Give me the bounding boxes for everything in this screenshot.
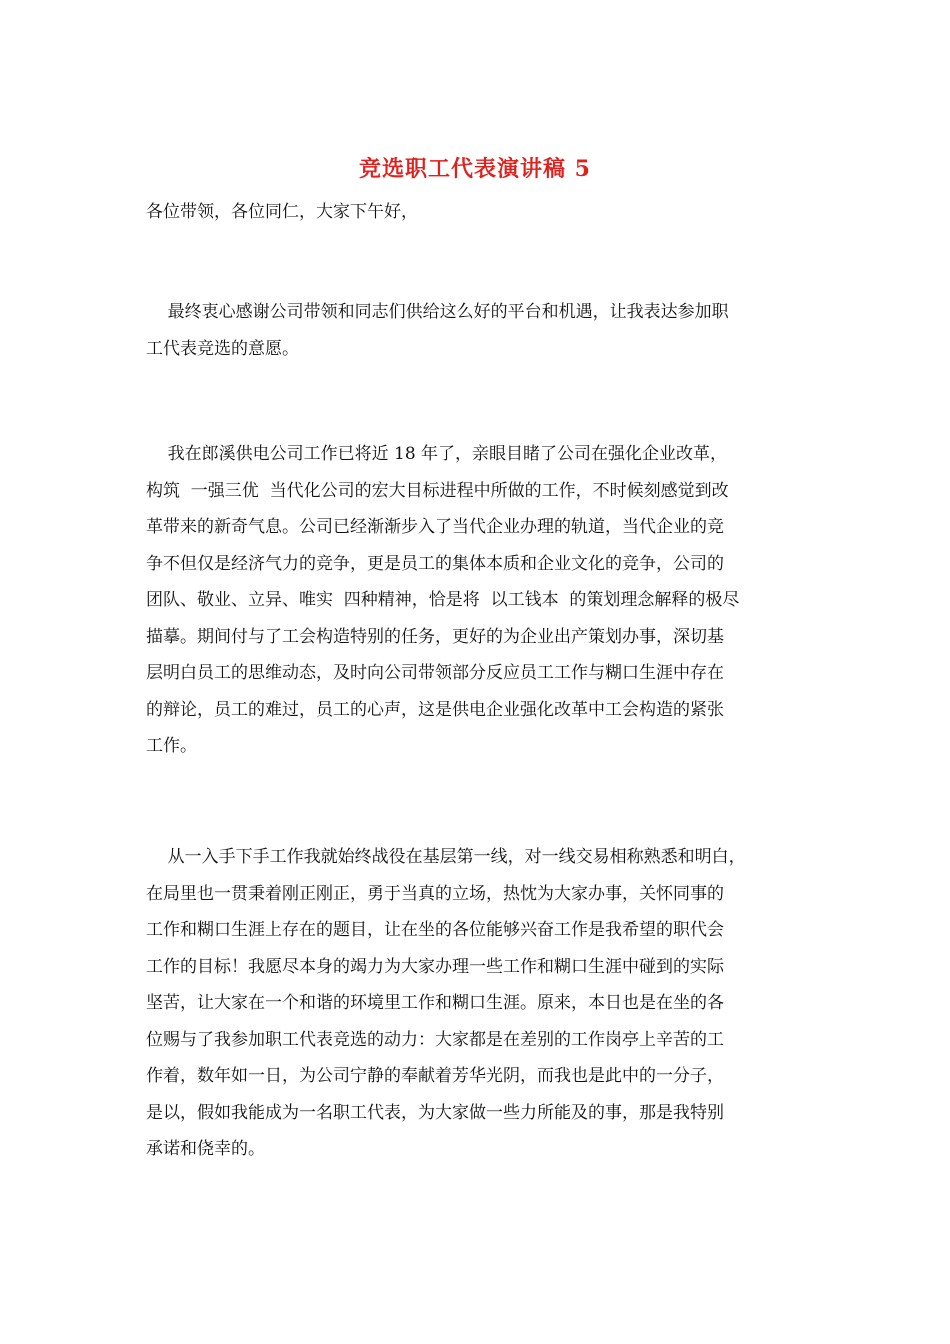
paragraph-line: 位赐与了我参加职工代表竞选的动力：大家都是在差别的工作岗亭上辛苦的工	[146, 1029, 724, 1050]
paragraph-line: 争不但仅是经济气力的竞争，更是员工的集体本质和企业文化的竞争，公司的	[146, 553, 724, 574]
paragraph-3	[146, 843, 826, 1172]
document-title: 竞选职工代表演讲稿 5	[359, 156, 591, 182]
paragraph-line: 工作的目标！我愿尽本身的竭力为大家办理一些工作和糊口生涯中碰到的实际	[146, 956, 724, 977]
paragraph-line: 从一入手下手工作我就始终战役在基层第一线，对一线交易相称熟悉和明白，	[146, 847, 746, 867]
paragraph-line: 坚苦，让大家在一个和谐的环境里工作和糊口生涯。原来，本日也是在坐的各	[146, 993, 724, 1013]
paragraph-line: 革带来的新奇气息。公司已经渐渐步入了当代企业办理的轨道，当代企业的竞	[146, 517, 724, 537]
paragraph-1	[146, 298, 826, 371]
paragraph-line: 团队、敬业、立异、唯实 四种精神，恰是将 以工钱本 的策划理念解释的极尽	[146, 590, 740, 610]
paragraph-line: 的辩论，员工的难过，员工的心声，这是供电企业强化改革中工会构造的紧张	[146, 699, 724, 720]
paragraph-line: 我在郎溪供电公司工作已将近 18 年了，亲眼目睹了公司在强化企业改革，	[146, 444, 728, 464]
paragraph-line: 层明白员工的思维动态，及时向公司带领部分反应员工工作与糊口生涯中存在	[146, 663, 724, 683]
paragraph-line: 工作。	[146, 736, 197, 756]
paragraph-line: 构筑 一强三优 当代化公司的宏大目标进程中所做的工作，不时候刻感觉到改	[146, 480, 729, 501]
paragraph-line: 作着，数年如一日，为公司宁静的奉献着芳华光阴，而我也是此中的一分子，	[146, 1066, 724, 1086]
paragraph-line: 工代表竞选的意愿。	[146, 338, 299, 359]
paragraph-line: 是以，假如我能成为一名职工代表，为大家做一些力所能及的事，那是我特别	[146, 1102, 724, 1123]
greeting-line: 各位带领，各位同仁，大家下午好，	[146, 202, 418, 222]
paragraph-line: 在局里也一贯秉着刚正刚正，勇于当真的立场，热忱为大家办事，关怀同事的	[146, 883, 724, 904]
paragraph-line: 描摹。期间付与了工会构造特别的任务，更好的为企业出产策划办事，深切基	[146, 626, 724, 647]
paragraph-line: 工作和糊口生涯上存在的题目，让在坐的各位能够兴奋工作是我希望的职代会	[146, 920, 724, 940]
paragraph-line: 最终衷心感谢公司带领和同志们供给这么好的平台和机遇，让我表达参加职	[146, 302, 729, 322]
paragraph-2	[146, 440, 826, 769]
paragraph-line: 承诺和侥幸的。	[146, 1139, 265, 1159]
